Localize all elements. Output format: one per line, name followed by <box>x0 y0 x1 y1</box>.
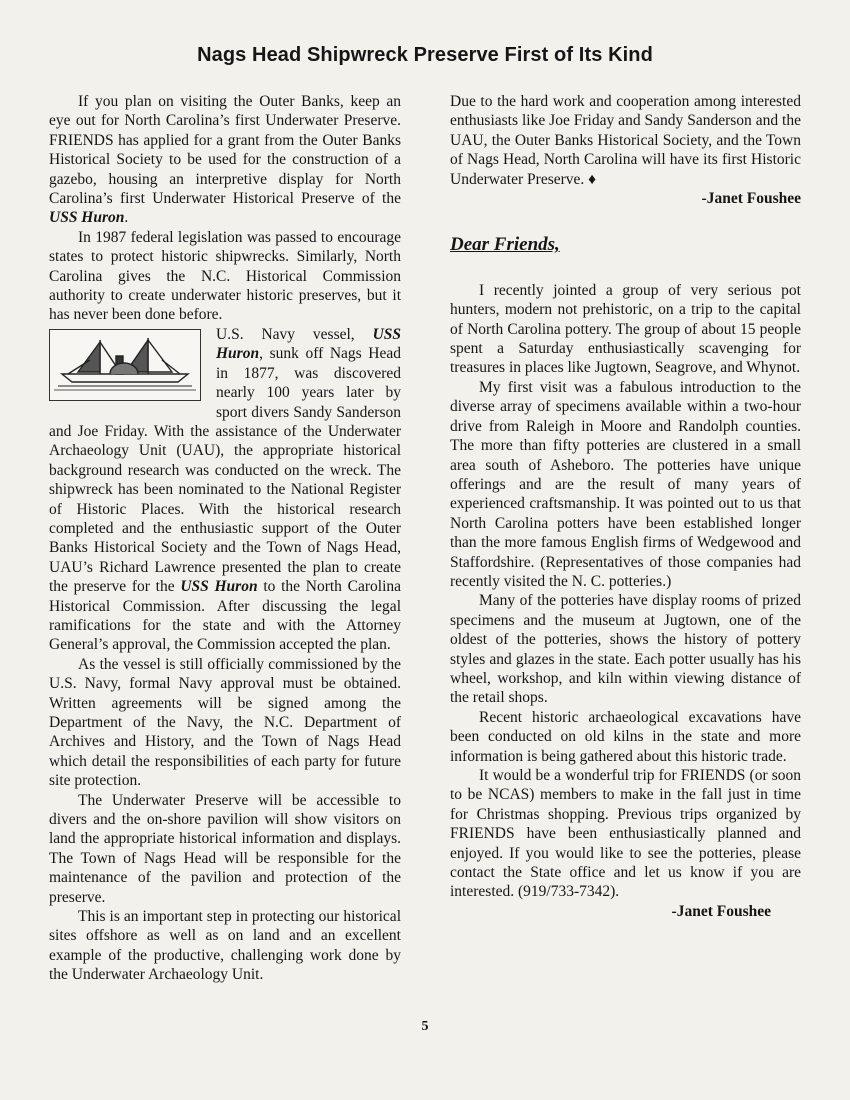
text-run: , sunk off Nags Head in 1877, was discovered nearly 100 years later by sport divers Sandy Sanderson and Joe Friday. With the assistance of the Underwater Archaeology Unit (UAU), the appropriate historical background research was conducted on the wreck. The shipwreck has been nominated to the National Register of Historic Places. With the historical research completed and the enthusiastic support of the Outer Banks Historical Society and the Town of Nags Head, UAU’s Richard Lawrence presented the plan to create the preserve for the <box>49 345 401 596</box>
paragraph: In 1987 federal legislation was passed to encourage states to protect historic shipwrecks. Similarly, North Carolina gives the N.C. Historical Commission authority to create underwater historic preserves, but it has never been done before. <box>49 228 401 324</box>
page-number: 5 <box>421 1019 429 1034</box>
section-heading: Dear Friends, <box>450 234 560 256</box>
paragraph: The Underwater Preserve will be accessible to divers and the on-shore pavilion will show visitors on land the appropriate historical information and displays. The Town of Nags Head will be responsible for the maintenance of the pavilion and protection of the preserve. <box>49 791 401 906</box>
paragraph: Many of the potteries have display rooms of prized specimens and the museum at Jugtown, one of the oldest of the potteries, shows the history of pottery styles and glazes in the state. Each potter usually has his wheel, workshop, and kiln within viewing distance of the retail shops. <box>450 592 801 707</box>
text-run: to the North Carolina Historical Commission. After discussing the legal ramifications for the state and with the Attorney General’s approval, the Commission accepted the plan. <box>49 578 402 654</box>
end-mark: ♦ <box>588 170 597 188</box>
ship-name: USS Huron <box>180 578 258 596</box>
paragraph <box>450 92 801 189</box>
author-signoff: -Janet Foushee <box>671 902 771 920</box>
paragraph <box>49 325 401 655</box>
steamship-icon <box>50 330 200 400</box>
ship-name: USS Huron <box>49 209 125 227</box>
paragraph: My first visit was a fabulous introduction to the diverse array of specimens available within a two-hour drive from Raleigh in Moore and Randolph counties. The more than fifty potteries are clustered in a small area south of Asheboro. The potteries have unique offerings and are the result of many years of experienced craftsmanship. It was pointed out to us that North Carolina potters have been established longer than the more famous English firms of Wedgewood and Staffordshire. (Representatives of those companies had recently visited the N. C. potteries.) <box>450 378 801 590</box>
paragraph: It would be a wonderful trip for FRIENDS (or soon to be NCAS) members to make in the fall just in time for Christmas shopping. Previous trips organized by FRIENDS have been enthusiastically planned and enjoyed. If you would like to see the potteries, please contact the State office and let us know if you are interested. (919/733-7342). <box>450 767 801 901</box>
paragraph: I recently jointed a group of very serious pot hunters, modern not prehistoric, on a trip to the capital of North Carolina pottery. The group of about 15 people spent a Saturday enthusiastically scavenging for treasures in places like Jugtown, Seagrove, and Whynot. <box>450 281 801 377</box>
article-headline: Nags Head Shipwreck Preserve First of Its Kind <box>197 44 653 66</box>
ship-illustration <box>49 329 201 401</box>
right-column <box>450 92 801 921</box>
paragraph: This is an important step in protecting our historical sites offshore as well as on land and an excellent example of the productive, challenging work done by the Underwater Archaeology Unit. <box>49 908 401 984</box>
ship-name: USS Huron <box>216 325 401 363</box>
left-column <box>49 92 401 985</box>
text-run: If you plan on visiting the Outer Banks, keep an eye out for North Carolina’s first Underwater Preserve. FRIENDS has applied for a grant from the Outer Banks Historical Society to be used for the construction of a gazebo, housing an interpretive display for North Carolina’s first Underwater Historical Preserve of the <box>49 93 401 208</box>
text-run: Due to the hard work and cooperation among interested enthusiasts like Joe Friday and Sandy Sanderson and the UAU, the Outer Banks Historical Society, and the Town of Nags Head, North Carolina will have its first Historic Underwater Preserve. <box>450 93 801 188</box>
paragraph: Recent historic archaeological excavations have been conducted on old kilns in the state and more information is being gathered about this historic trade. <box>450 708 801 765</box>
paragraph <box>49 92 401 228</box>
text-run: U.S. Navy vessel, <box>216 325 373 343</box>
paragraph: As the vessel is still officially commissioned by the U.S. Navy, formal Navy approval must be obtained. Written agreements will be signed among the Department of the Navy, the N.C. Department of Archives and History, and the Town of Nags Head which detail the responsibilities of each party for future site protection. <box>49 655 401 790</box>
author-signoff: -Janet Foushee <box>701 190 801 208</box>
text-run: . <box>124 209 129 227</box>
